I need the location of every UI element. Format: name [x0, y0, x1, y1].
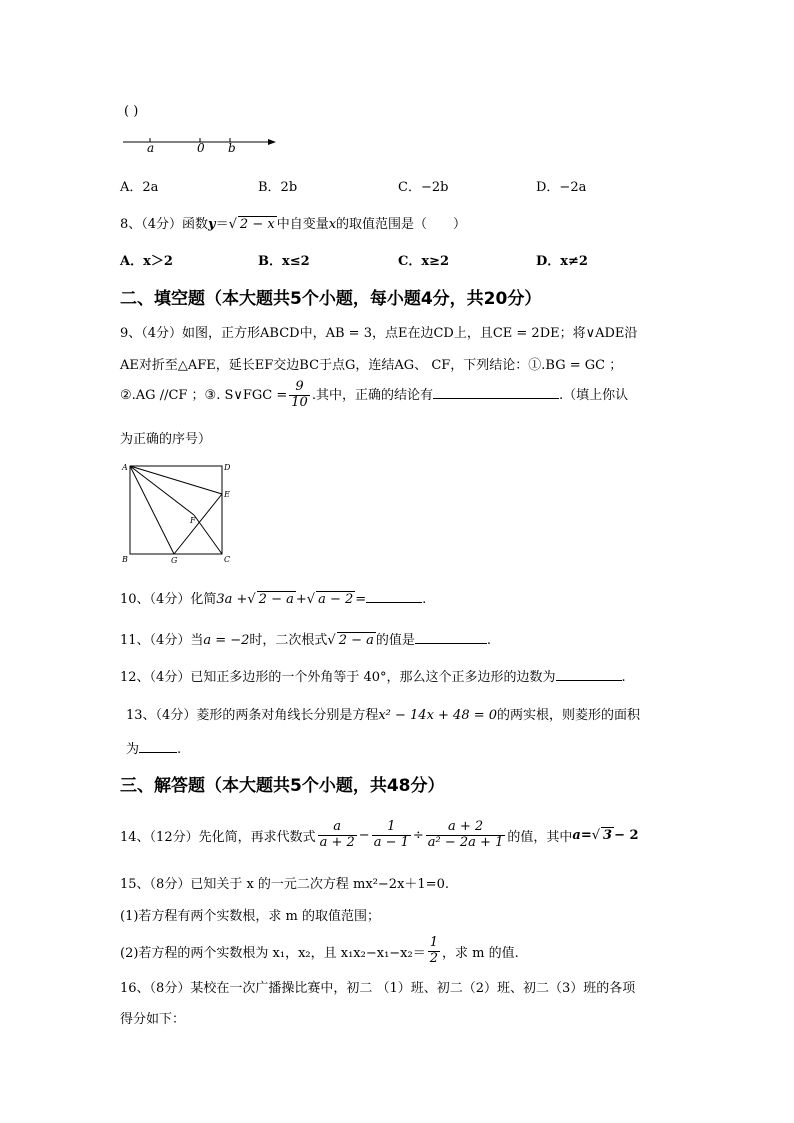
numberline-label-b: b [228, 141, 236, 155]
numberline-label-a: a [147, 141, 155, 155]
q9-line1: 9、（4分）如图，正方形ABCD中，AB = 3，点E在边CD上，且CE = 2DE；将∨ADE沿 [120, 326, 638, 341]
number-line [120, 132, 284, 156]
q11-answer-blank [415, 631, 487, 644]
q14: 14、（12分）先化简，再求代数式 $\frac{a}{a + 2}$ − $\frac{1}{a - 1}$ ÷ $\frac{a + 2}{\text{a² − 2a + 1}}$ 的值，其中 a = √ 3 − 2 [120, 818, 639, 850]
section3-title: 三、解答题（本大题共5个小题，共48分） [120, 776, 445, 796]
q16-line1: 16、（8分）某校在一次广播操比赛中，初二 （1）班、初二（2）班、初二（3）班的各项 [120, 981, 636, 996]
fig-label-f: F [190, 516, 196, 525]
q8-option-a: A．x＞2 [120, 254, 173, 269]
q12: 12、（4分）已知正多边形的一个外角等于 40°，那么这个正多边形的边数为 . [120, 670, 626, 685]
fig-label-c: C [224, 555, 231, 564]
q7-option-d: D．−2a [536, 180, 587, 195]
fig-label-d: D [224, 463, 231, 472]
q13-line1: 13、（4分）菱形的两条对角线长分别是方程x² − 14x + 48 = 0的两实根，则菱形的面积 [126, 708, 641, 723]
q7-option-a: A．2a [120, 180, 159, 195]
q8-stem: 8、（4分）函数y＝√ 2 − x 中自变量x的取值范围是（ ） [120, 217, 467, 232]
q8-option-b: B．x≤2 [258, 254, 310, 269]
q12-answer-blank [556, 668, 622, 681]
q11: 11、（4分）当a = −2时，二次根式√ 2 − a 的值是 . [120, 633, 492, 648]
q13-answer-blank [139, 740, 177, 753]
fig-label-a: A [122, 463, 128, 472]
q9-answer-blank [433, 386, 559, 399]
numberline-label-o: 0 [197, 141, 205, 155]
q15-part1: (1)若方程有两个实数根，求 m 的取值范围； [120, 909, 381, 924]
section2-title: 二、填空题（本大题共5个小题，每小题4分，共20分） [120, 289, 542, 309]
arrow-icon [268, 139, 276, 145]
q10: 10、（4分）化简3a +√ 2 − a +√ a − 2 = . [120, 592, 427, 607]
q16-line2: 得分如下： [120, 1012, 186, 1027]
q9-line3: ②.AG ∕∕CF ；③. S∨FGC = $\frac{9}{10}$ .其中，正确的结论有 .（填上你认 [120, 379, 629, 410]
q13-line2: 为 . [126, 742, 182, 757]
q8-option-c: C．x≥2 [398, 254, 450, 269]
q10-answer-blank [366, 590, 422, 603]
fig-label-e: E [224, 490, 230, 499]
q9-line2: AE对折至△AFE，延长EF交边BC于点G，连结AG、 CF，下列结论：①.BG = GC ； [120, 358, 623, 373]
q8-option-d: D．x≠2 [536, 254, 588, 269]
fig-label-b: B [122, 555, 128, 564]
q15-part2: (2)若方程的两个实数根为 x₁，x₂，且 x₁x₂−x₁−x₂＝ $\frac{1}{2}$ ，求 m 的值. [120, 934, 519, 966]
q9-line4: 为正确的序号） [120, 432, 212, 447]
q9-figure-square [120, 460, 236, 566]
q7-option-c: C．−2b [398, 180, 449, 195]
q7-answer-paren: ( ) [124, 104, 139, 119]
q15-stem: 15、（8分）已知关于 x 的一元二次方程 mx²−2x＋1=0. [120, 877, 449, 892]
q7-option-b: B．2b [258, 180, 298, 195]
fig-label-g: G [171, 556, 178, 565]
